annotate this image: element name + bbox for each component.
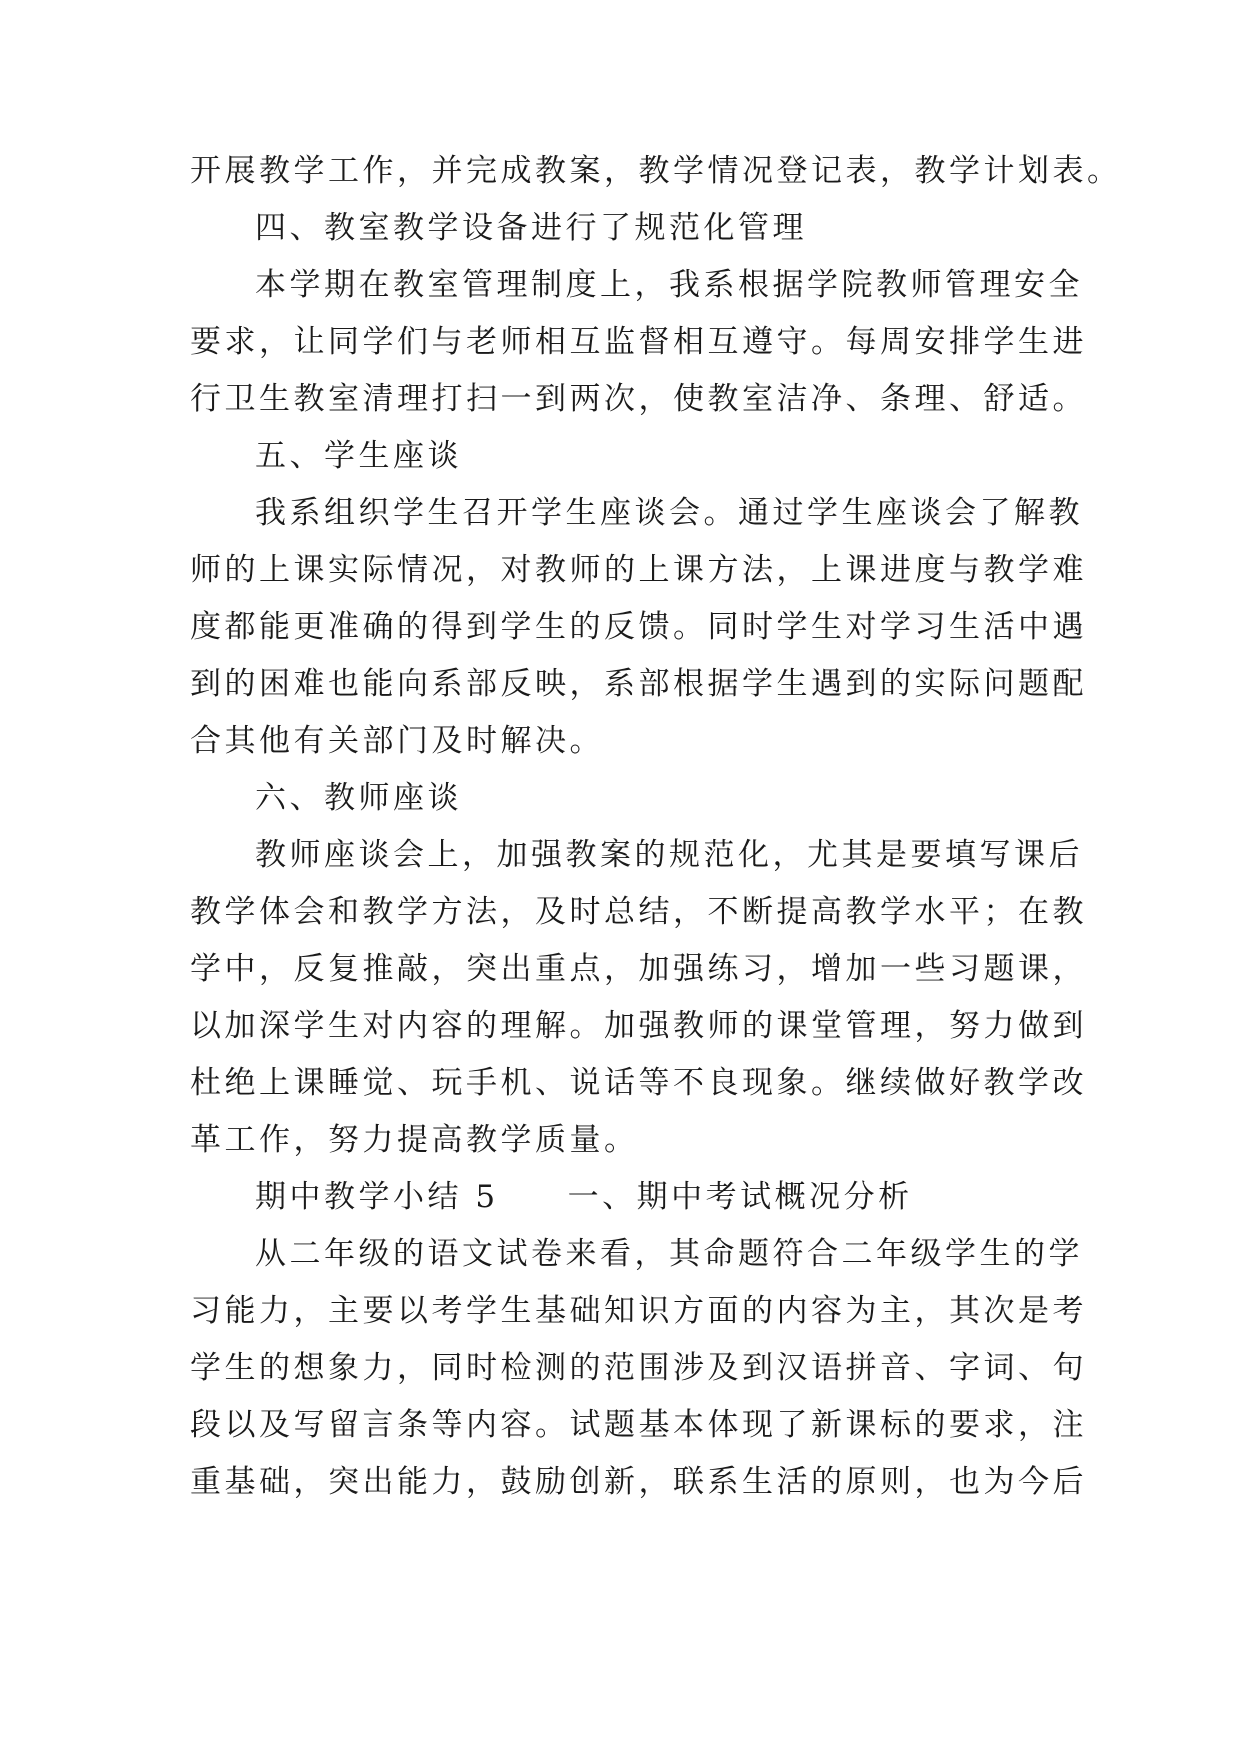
body-line: 以加深学生对内容的理解。加强教师的课堂管理，努力做到	[190, 1008, 1087, 1044]
body-line: 度都能更准确的得到学生的反馈。同时学生对学习生活中遇	[190, 609, 1087, 645]
section-heading: 六、教师座谈	[255, 780, 462, 816]
body-line: 段以及写留言条等内容。试题基本体现了新课标的要求，注	[190, 1407, 1087, 1443]
body-line: 革工作，努力提高教学质量。	[190, 1122, 639, 1158]
body-line: 开展教学工作，并完成教案，教学情况登记表，教学计划表。	[190, 153, 1122, 189]
body-line: 重基础，突出能力，鼓励创新，联系生活的原则，也为今后	[190, 1464, 1087, 1500]
body-line: 学生的想象力，同时检测的范围涉及到汉语拼音、字词、句	[190, 1350, 1087, 1386]
section-heading: 期中教学小结 5 一、期中考试概况分析	[255, 1179, 913, 1215]
body-line: 我系组织学生召开学生座谈会。通过学生座谈会了解教	[255, 495, 1083, 531]
body-line: 教学体会和教学方法，及时总结，不断提高教学水平；在教	[190, 894, 1087, 930]
body-line: 本学期在教室管理制度上，我系根据学院教师管理安全	[255, 267, 1083, 303]
body-line: 教师座谈会上，加强教案的规范化，尤其是要填写课后	[255, 837, 1083, 873]
body-line: 行卫生教室清理打扫一到两次，使教室洁净、条理、舒适。	[190, 381, 1087, 417]
body-line: 习能力，主要以考学生基础知识方面的内容为主，其次是考	[190, 1293, 1087, 1329]
section-heading: 四、教室教学设备进行了规范化管理	[255, 210, 807, 246]
body-line: 学中，反复推敲，突出重点，加强练习，增加一些习题课，	[190, 951, 1087, 987]
body-line: 杜绝上课睡觉、玩手机、说话等不良现象。继续做好教学改	[190, 1065, 1087, 1101]
body-line: 合其他有关部门及时解决。	[190, 723, 604, 759]
body-line: 到的困难也能向系部反映，系部根据学生遇到的实际问题配	[190, 666, 1087, 702]
body-line: 要求，让同学们与老师相互监督相互遵守。每周安排学生进	[190, 324, 1087, 360]
section-heading: 五、学生座谈	[255, 438, 462, 474]
body-line: 从二年级的语文试卷来看，其命题符合二年级学生的学	[255, 1236, 1083, 1272]
body-line: 师的上课实际情况，对教师的上课方法，上课进度与教学难	[190, 552, 1087, 588]
